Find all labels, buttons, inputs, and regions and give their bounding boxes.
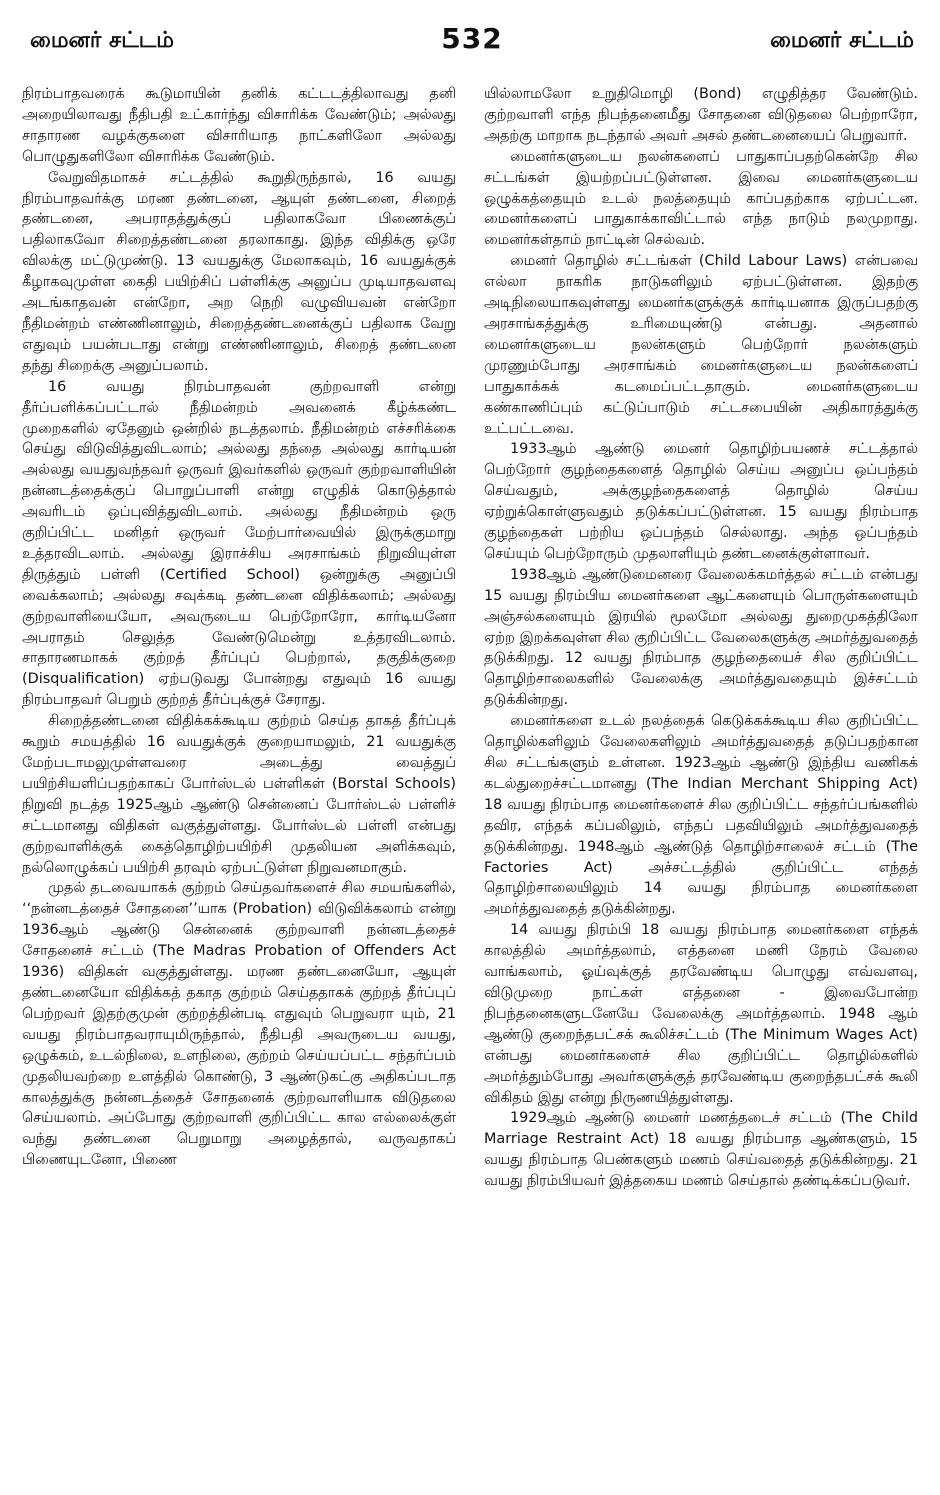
paragraph: 16 வயது நிரம்பாதவன் குற்றவாளி என்று தீர்ப்பளிக்கப்பட்டால் நீதிமன்றம் அவனைக் கீழ்க்கண்ட முறைகளில் ஏதேனும் ஒன்றில் நடத்தலாம். நீதிமன்றம் எச்சரிக்கை செய்து விடுவித்துவிடலாம்; அல்லது தந்தை அல்லது கார்டியன் அல்லது வயதுவந்தவர் ஒருவர் இவர்களில் ஒருவர் குற்றவாளியின் நன்னடத்தைக்குப் பொறுப்பாளி என்று எழுதிக் கொடுத்தால் அவரிடம் ஒப்புவித்துவிடலாம். அல்லது நீதிமன்றம் ஒரு குறிப்பிட்ட மனிதர் ஒருவர் மேற்பார்வையில் இருக்குமாறு உத்தரவிடலாம். அல்லது இராச்சிய அரசாங்கம் நிறுவியுள்ள திருத்தும் பள்ளி (Certified School) ஒன்றுக்கு அனுப்பி வைக்கலாம்; அல்லது சவுக்கடி தண்டனை விதிக்கலாம்; அல்லது குற்றவாளியையோ, அவருடைய பெற்றோரோ, கார்டியனோ அபராதம் செலுத்த வேண்டுமென்று உத்தரவிடலாம். சாதாரணமாகக் குற்றத் தீர்ப்புப் பெற்றால், தகுதிக்குறை (Disqualification) ஏற்படுவது போன்றது எதுவும் 16 வயது நிரம்பாதவர் பெறும் குற்றத் தீர்ப்புக்குச் சேராது. xyxy=(22,378,456,709)
paragraph: 1929ஆம் ஆண்டு மைனர் மணத்தடைச் சட்டம் (The Child Marriage Restraint Act) 18 வயது நிரம்பாத ஆண்களும், 15 வயது நிரம்பாத பெண்களும் மணம் செய்வதைத் தடுக்கின்றது. 21 வயது நிரம்பியவர் இத்தகைய மணம் செய்தால் தண்டிக்கப்படுவர். xyxy=(484,1110,918,1190)
paragraph: யில்லாமலோ உறுதிமொழி (Bond) எழுதித்தர வேண்டும். குற்றவாளி எந்த நிபந்தனைமீது சோதனை விடுதலை பெற்றாரோ, அதற்கு மாறாக நடந்தால் அவர் அசல் தண்டனையைப் பெறுவார். xyxy=(484,86,918,144)
paragraph: 14 வயது நிரம்பி 18 வயது நிரம்பாத மைனர்களை எந்தக் காலத்தில் அமர்த்தலாம், எத்தனை மணி நேரம் வேலை வாங்கலாம், ஓய்வுக்குத் தரவேண்டிய பொழுது எவ்வளவு, விடுமுறை நாட்கள் எத்தனை - இவைபோன்ற நிபந்தனைகளுடனேயே வேலைக்கு அமர்த்தலாம். 1948 ஆம் ஆண்டு குறைந்தபட்சக் கூலிச்சட்டம் (The Minimum Wages Act) என்பது மைனர்களைச் சில குறிப்பிட்ட தொழில்களில் அமர்த்தும்போது அவர்களுக்குத் தரவேண்டிய குறைந்தபட்சக் கூலி விகிதம் இது என்று நிருணயித்துள்ளது. xyxy=(484,922,918,1106)
running-header xyxy=(22,20,922,66)
paragraph: சிறைத்தண்டனை விதிக்கக்கூடிய குற்றம் செய்த தாகத் தீர்ப்புக் கூறும் சமயத்தில் 16 வயதுக்குக் குறையாமலும், 21 வயதுக்கு மேற்படாமலுமுள்ளவரை அடைத்து வைத்துப் பயிற்சியளிப்பதற்காகப் போர்ஸ்டல் பள்ளிகள் (Borstal Schools) நிறுவி நடத்த 1925ஆம் ஆண்டு சென்னைப் போர்ஸ்டல் பள்ளிச் சட்டமானது விதிகள் வகுத்துள்ளது. போர்ஸ்டல் பள்ளி என்பது குற்றவாளிக்குக் கைத்தொழிற்பயிற்சி முதலியன அளிக்கவும், நல்லொழுக்கப் பயிற்சி தரவும் ஏற்பட்டுள்ள நிறுவனமாகும். xyxy=(22,713,456,876)
paragraph: 1933ஆம் ஆண்டு மைனர் தொழிற்பயணச் சட்டத்தால் பெற்றோர் குழந்தைகளைத் தொழில் செய்ய அனுப்ப ஒப்பந்தம் செய்வதும், அக்குழந்தைகளைத் தொழில் செய்ய ஏற்றுக்கொள்ளுவதும் தடுக்கப்பட்டுள்ளன. 15 வயது நிரம்பாத குழந்தைகள் பற்றிய ஒப்பந்தம் செல்லாது. அந்த ஒப்பந்தம் செய்யும் பெற்றோரும் முதலாளியும் தண்டனைக்குள்ளாவர். xyxy=(484,441,918,562)
paragraph: வேறுவிதமாகச் சட்டத்தில் கூறுதிருந்தால், 16 வயது நிரம்பாதவர்க்கு மரண தண்டனை, ஆயுள் தண்டனை, சிறைத் தண்டனை, அபராதத்துக்குப் பதிலாகவோ பிணைக்குப் பதிலாகவோ சிறைத்தண்டனை தரலாகாது. இந்த விதிக்கு ஒரே விலக்கு மட்டுமுண்டு. 13 வயதுக்கு மேலாகவும், 16 வயதுக்குக் கீழாகவுமுள்ள கைதி பயிற்சிப் பள்ளிக்கு அனுப்ப முடியாதவளவு அடங்காதவன் என்றோ, அற நெறி வழுவியவன் என்றோ நீதிமன்றம் எண்ணினாலும், சிறைத்தண்டனைக்குப் பதிலாக வேறு எதுவும் பயன்படாது என்று எண்ணினாலும், சிறைத் தண்டனை தந்து சிறைக்கு அனுப்பலாம். xyxy=(22,169,456,374)
two-column-body xyxy=(22,84,922,1474)
paragraph: முதல் தடவையாகக் குற்றம் செய்தவர்களைச் சில சமயங்களில், ‘‘நன்னடத்தைச் சோதனை’’யாக (Probation) விடுவிக்கலாம் என்று 1936ஆம் ஆண்டு சென்னைக் குற்றவாளி நன்னடத்தைச் சோதனைச் சட்டம் (The Madras Probation of Offenders Act 1936) விதிகள் வகுத்துள்ளது. மரண தண்டனையோ, ஆயுள் தண்டனையோ விதிக்கத் தகாத குற்றம் செய்ததாகக் குற்றத் தீர்ப்புப் பெற்றவர் இதற்குமுன் குற்றத்தின்படி எதுவும் பெறுவரா யும், 21 வயது நிரம்பாதவராயுமிருந்தால், நீதிபதி அவருடைய வயது, ஒழுக்கம், உடல்நிலை, உளநிலை, குற்றம் செய்யப்பட்ட சந்தர்ப்பம் முதலியவற்றை உளத்தில் கொண்டு, 3 ஆண்டுகட்கு அதிகப்படாத காலத்துக்கு நன்னடத்தைச் சோதனைக் குற்றவாளியாக விடுதலை செய்யலாம். அப்போது குற்றவாளி குறிப்பிட்ட கால எல்லைக்குள் வந்து தண்டனை பெறுமாறு அழைத்தால், வருவதாகப் பிணையுடனோ, பிணை xyxy=(22,880,456,1169)
paragraph: நிரம்பாதவரைக் கூடுமாயின் தனிக் கட்டடத்திலாவது தனி அறையிலாவது நீதிபதி உட்கார்ந்து விசாரிக்க வேண்டும்; அல்லது சாதாரண வழக்குகளை விசாரியாத நாட்களிலோ அல்லது பொழுதுகளிலோ விசாரிக்க வேண்டும். xyxy=(22,86,456,165)
left-column xyxy=(22,84,456,1474)
right-column xyxy=(484,84,918,1474)
running-title-right: மைனர் சட்டம் xyxy=(770,28,914,53)
running-title-left: மைனர் சட்டம் xyxy=(30,28,174,53)
paragraph: 1938ஆம் ஆண்டுமைனரை வேலைக்கமர்த்தல் சட்டம் என்பது 15 வயது நிரம்பிய மைனர்களை ஆட்களையும் பொருள்களையும் அஞ்சல்களையும் இரயில் மூலமோ அல்லது துறைமுகத்திலோ ஏற்ற இறக்கவுள்ள சில குறிப்பிட்ட வேலைகளுக்கு அமர்த்துவதைத் தடுக்கிறது. 12 வயது நிரம்பாத குழந்தையைச் சில குறிப்பிட்ட தொழிற்சாலைகளில் வேலைக்கு அமர்த்துவதையும் இச்சட்டம் தடுக்கின்றது. xyxy=(484,566,918,709)
paragraph: மைனர்களை உடல் நலத்தைக் கெடுக்கக்கூடிய சில குறிப்பிட்ட தொழில்களிலும் வேலைகளிலும் அமர்த்துவதைத் தடுப்பதற்கான சில சட்டங்களும் உள்ளன. 1923ஆம் ஆண்டு இந்திய வணிகக் கடல்துறைச்சட்டமானது (The Indian Merchant Shipping Act) 18 வயது நிரம்பாத மைனர்களைச் சில குறிப்பிட்ட சந்தர்ப்பங்களில் தவிர, எந்தக் கப்பலிலும், எந்தப் பதவியிலும் அமர்த்துவதைத் தடுக்கின்றது. 1948ஆம் ஆண்டுத் தொழிற்சாலைச் சட்டம் (The Factories Act) அச்சட்டத்தில் குறிப்பிட்ட எந்தத் தொழிற்சாலையிலும் 14 வயது நிரம்பாத மைனர்களை அமர்த்துவதைத் தடுக்கின்றது. xyxy=(484,713,918,918)
paragraph: மைனர்களுடைய நலன்களைப் பாதுகாப்பதற்கென்றே சில சட்டங்கள் இயற்றப்பட்டுள்ளன. இவை மைனர்களுடைய ஒழுக்கத்தையும் உடல் நலத்தையும் காப்பதற்காக ஏற்பட்டன. மைனர்களைப் பாதுகாக்காவிட்டால் எந்த நாடும் நலமுறாது. மைனர்கள்தாம் நாட்டின் செல்வம். xyxy=(484,148,918,249)
paragraph: மைனர் தொழில் சட்டங்கள் (Child Labour Laws) என்பவை எல்லா நாகரிக நாடுகளிலும் ஏற்பட்டுள்ளன. இதற்கு அடிநிலையாகவுள்ளது மைனர்களுக்குக் கார்டியனாக இருப்பதற்கு அரசாங்கத்துக்கு உரிமையுண்டு என்பது. அதனால் மைனர்களுடைய நலன்களும் பெற்றோர் நலன்களும் முரணும்போது அரசாங்கம் மைனர்களுடைய நலன்களைப் பாதுகாக்கக் கடமைப்பட்டதாகும். மைனர்களுடைய கண்காணிப்பும் கட்டுப்பாடும் சட்டசபையின் அதிகாரத்துக்கு உட்பட்டவை. xyxy=(484,253,918,437)
page-number: 532 xyxy=(441,22,503,55)
